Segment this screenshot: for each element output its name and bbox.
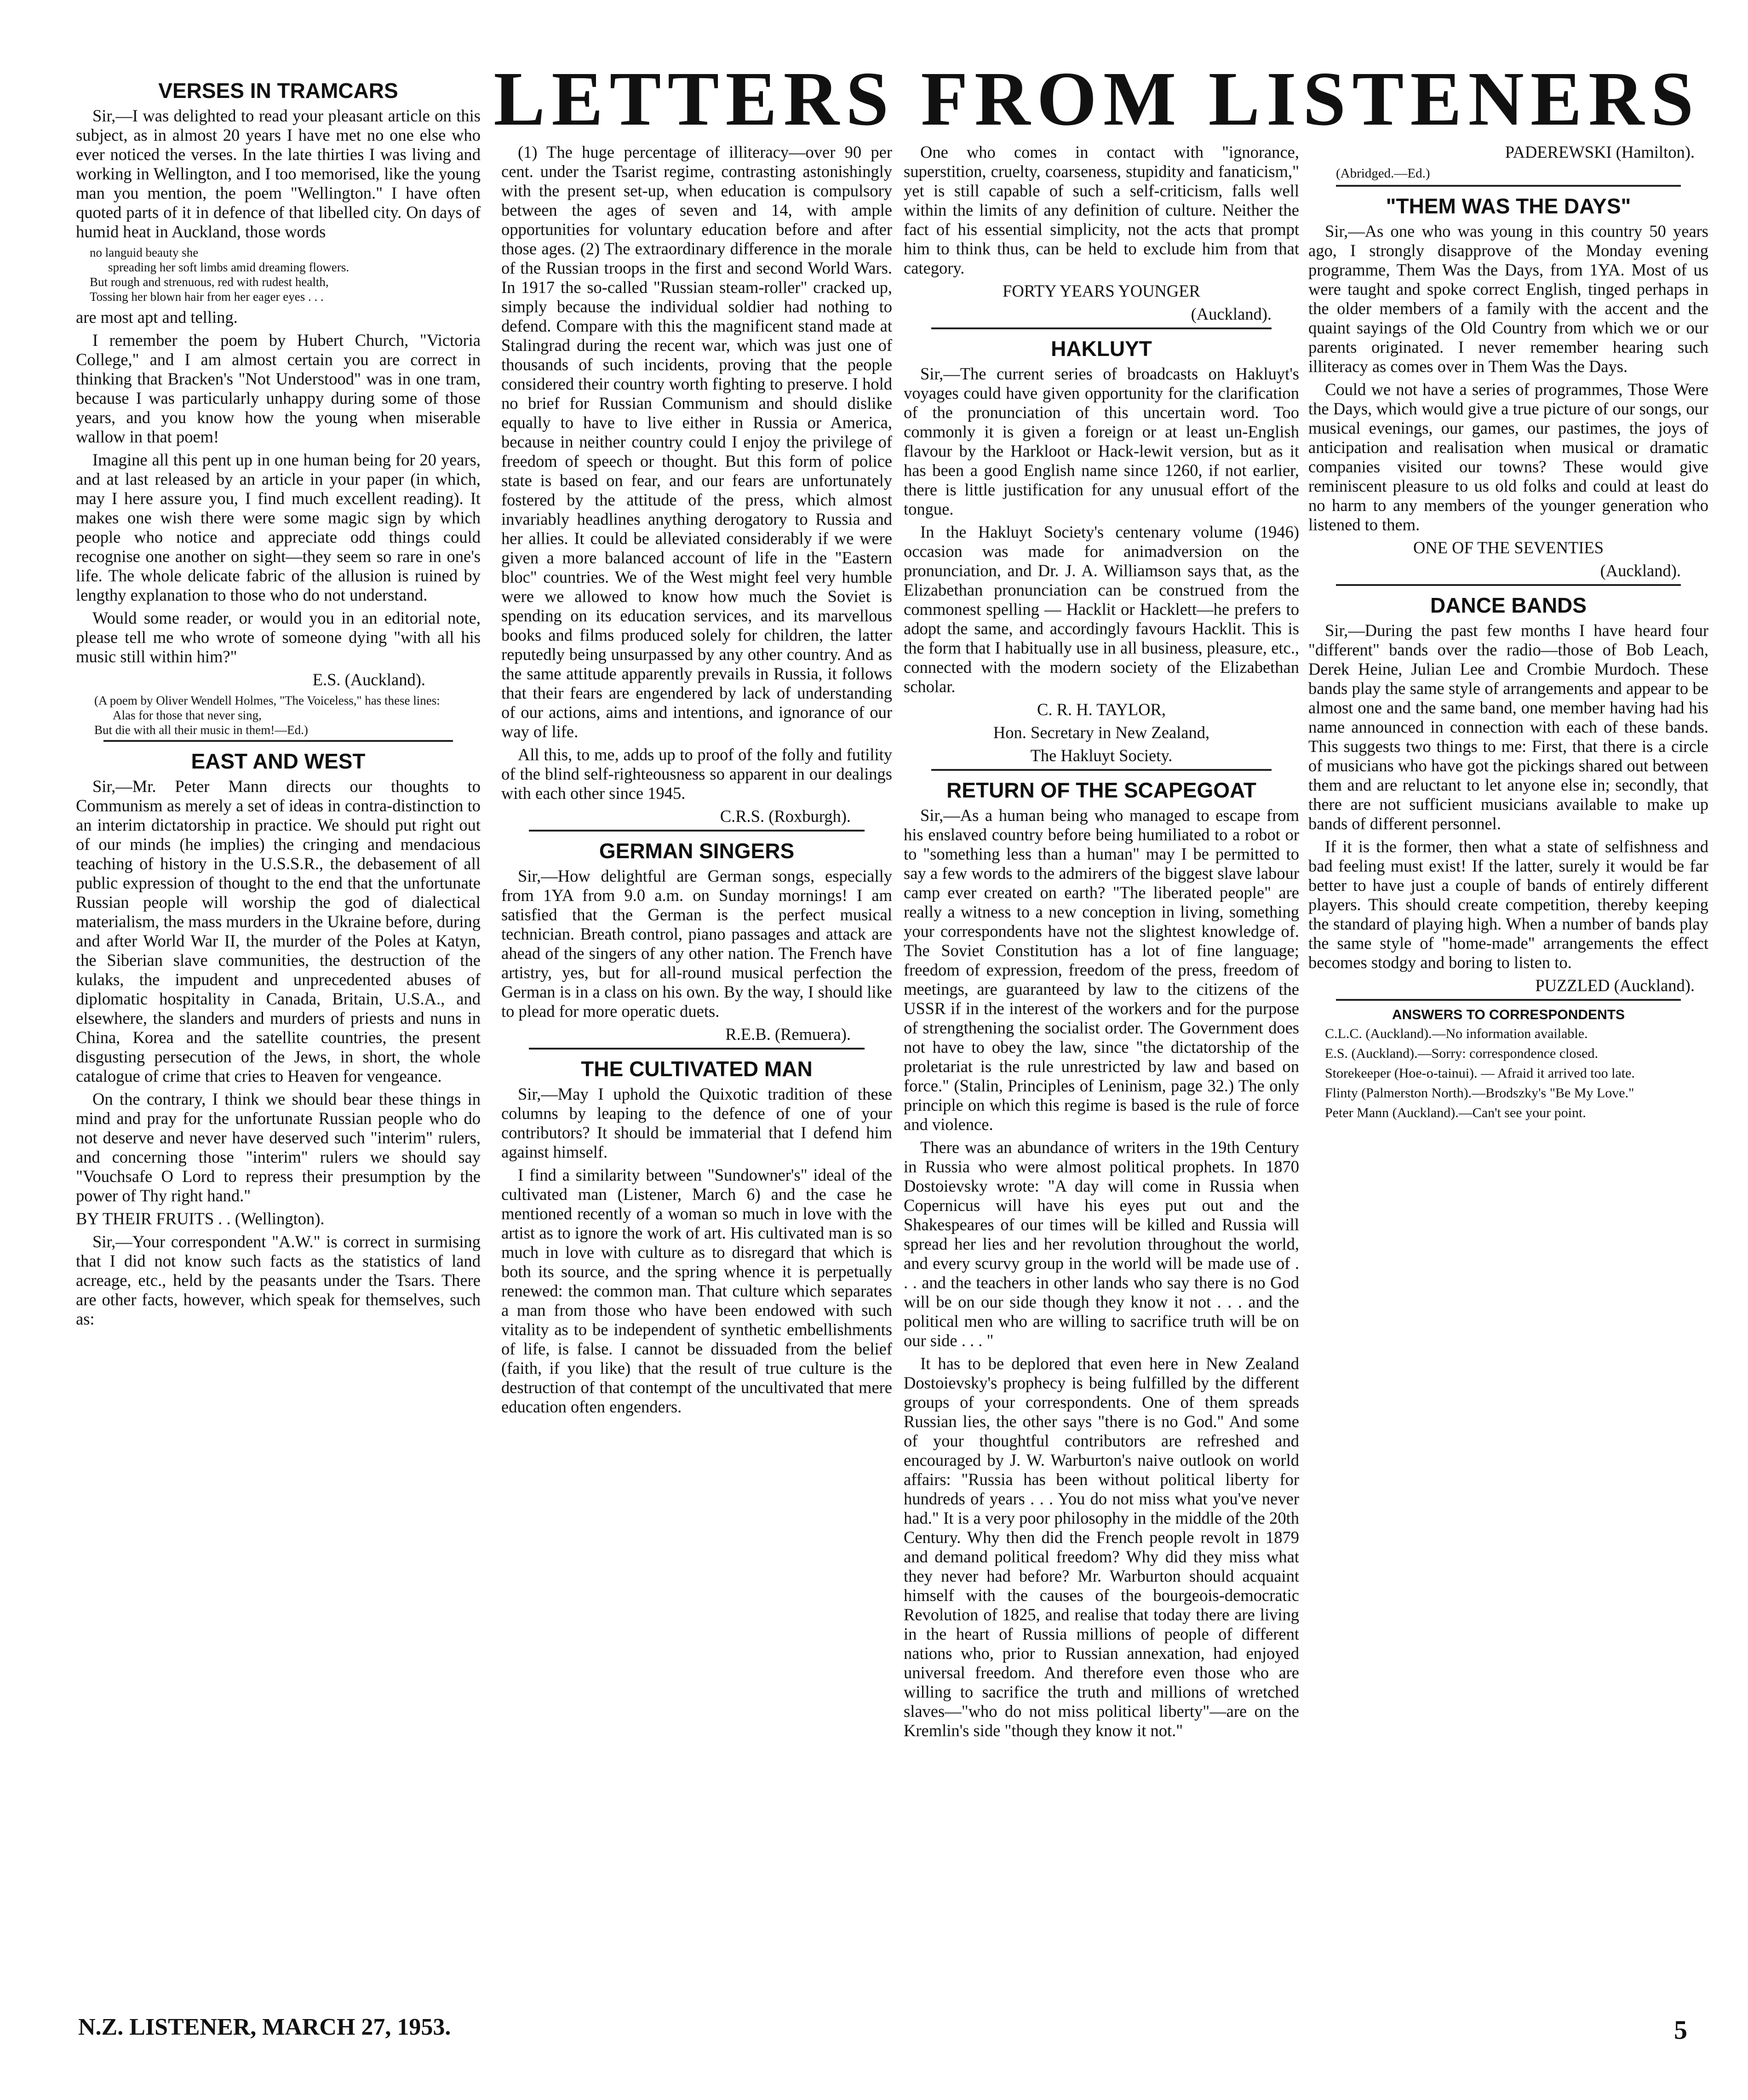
column-2	[501, 143, 892, 2037]
answer-item: C.L.C. (Auckland).—No information available.	[1325, 1026, 1588, 1041]
dance-signature: PUZZLED (Auckland).	[1535, 976, 1695, 995]
divider-rule	[931, 769, 1272, 771]
column-4	[1308, 143, 1708, 2037]
divider-rule	[529, 1048, 865, 1050]
east-west-paragraph-1: Sir,—Mr. Peter Mann directs our thoughts to Communism as merely a set of ideas in contra-distinction to an interim dictatorship in practice. We should put right out of our minds (he implies) the cringing and mendacious teaching of history in the U.S.S.R., the debasement of all public expression of thought to the end that the unfortunate Russian people will worship the god of dialectical materialism, the mass murders in the Ukraine before, during and after World War II, the murder of the Poles at Katyn, the Siberian slave communities, the destruction of the kulaks, the impudent and unprecedented abuses of diplomatic hospitality in Canada, Britain, U.S.A., and elsewhere, the slanders and murders of priests and nuns in China, Korea and the satellite countries, the present disgusting persecution of the Jews, in short, the whole catalogue of crime that cries to Heaven for vengeance.	[76, 777, 481, 1085]
days-paragraph-2: Could we not have a series of programmes, Those Were the Days, which would give a true picture of our songs, our musical evenings, our games, our pastimes, the joys of anticipation and realisation when musical or dramatic companies visited our towns? These would give reminiscent pleasure to us old folks and could at least do no harm to any members of the younger generation who listened to them.	[1308, 380, 1708, 534]
hakluyt-signature-org: The Hakluyt Society.	[1030, 746, 1173, 765]
hakluyt-paragraph-2: In the Hakluyt Society's centenary volume (1946) occasion was made for animadversion on the pronunciation, and Dr. J. A. Williamson says that, as the Elizabethan pronunciation can be construed from the commonest spelling — Hacklit or Hacklett—he prefers to adopt the same, and accordingly favours Hacklit. This is the form that I habitually use in all business, pleasure, etc., connected with the modern society of the Elizabethan scholar.	[904, 522, 1299, 696]
answers-list	[1308, 1026, 1708, 1121]
verses-paragraph-2: are most apt and telling.	[76, 308, 238, 327]
hakluyt-signature-title: Hon. Secretary in New Zealand,	[993, 723, 1210, 742]
scapegoat-paragraph-2: There was an abundance of writers in the 19th Century in Russia who were almost political prophets. In 1870 Dostoievsky wrote: "A day will come in Russia when Copernicus will have his eyes put out and the Shakespeares of our times will be killed and Russia will spread her lies and her revolution throughout the world, and every scurvy group in the world will be made use of . . . and the teachers in other lands who say there is no God will be on our side though they know it not . . . and the political men who are willing to sacrifice truth will be on our side . . . "	[904, 1138, 1299, 1350]
heading-return-of-the-scapegoat: RETURN OF THE SCAPEGOAT	[946, 778, 1256, 802]
days-signature-place: (Auckland).	[1600, 561, 1681, 580]
heading-cultivated-man: THE CULTIVATED MAN	[581, 1057, 813, 1081]
east-west-paragraph-2: On the contrary, I think we should bear these things in mind and pray for the unfortunate Russian people who do not deserve and never have deserved such "interim" rulers, and concerning those "interim" rulers we should say "Vouchsafe O Lord to repress their presumption by the power of Thy right hand."	[76, 1090, 481, 1205]
divider-rule	[1336, 999, 1681, 1001]
cultivated-paragraph-2: I find a similarity between "Sundowner's" ideal of the cultivated man (Listener, March 6) and the case he mentioned recently of a woman so much in love with the artist as to ignore the work of art. His cultivated man is so much in love with culture as to disregard that which is both its source, and the spring whence it is perpetually renewed: the common man. That culture which separates a man from those who have been endowed with such vitality as to be independent of synthetic embellishments of life, is false. I cannot be dissuaded from the belief (faith, if you like) that the result of true culture is the destruction of that contempt of the uncultivated that mere education often engenders.	[501, 1165, 892, 1416]
dance-paragraph-2: If it is the former, then what a state of selfishness and bad feeling must exist! If the latter, surely it would be far better to have just a couple of bands of entirely different players. This should create competition, thereby keeping the standard of playing high. When a number of bands play the same style of "home-made" arrangements the effect becomes stodgy and boring to listen to.	[1308, 837, 1708, 972]
heading-them-was-the-days: "THEM WAS THE DAYS"	[1386, 194, 1631, 218]
hakluyt-signature: C. R. H. TAYLOR,	[1037, 700, 1166, 719]
divider-rule	[1336, 185, 1681, 187]
days-paragraph-1: Sir,—As one who was young in this country 50 years ago, I strongly disapprove of the Monday evening programme, Them Was the Days, from 1YA. Most of us were taught and spoke correct English, tinged perhaps in the older members of a family with the accent and the quaint sayings of the Old Country from which we or our parents originated. I never remember hearing such illiteracy as comes over in Them Was the Days.	[1308, 222, 1708, 376]
poem-line: But rough and strenuous, red with rudest health,	[90, 275, 329, 289]
east-west-paragraph-5: All this, to me, adds up to proof of the folly and futility of the blind self-righteousness so apparent in our dealings with each other since 1945.	[501, 745, 892, 803]
answer-item: Storekeeper (Hoe-o-tainui). — Afraid it arrived too late.	[1325, 1066, 1635, 1081]
scapegoat-paragraph-1: Sir,—As a human being who managed to escape from his enslaved country before being humiliated to a robot or to "something less than a human" may I be permitted to say a few words to the admirers of the biggest slave labour camp ever created on earth? "The liberated people" are really a witness to a new conception in living, something your correspondents have not the slightest knowledge of. The Soviet Constitution has a lot of fine language; freedom of expression, freedom of the press, freedom of meetings, are guaranteed by law to the citizens of the USSR if in the interest of the workers and for the purpose of strengthening the socialist order. The Government does not have to obey the law, since "the dictatorship of the proletariat is the rule unrestricted by law and based on force." (Stalin, Principles of Leninism, page 32.) The only principle on which this regime is based is the rule of force and violence.	[904, 806, 1299, 1134]
poem-line: Tossing her blown hair from her eager eyes . . .	[90, 290, 324, 304]
heading-verses-in-tramcars: VERSES IN TRAMCARS	[158, 79, 398, 103]
east-west-paragraph-3: Sir,—Your correspondent "A.W." is correct in surmising that I did not know such facts as the statistics of land acreage, etc., held by the peasants under the Tsars. There are other facts, however, which speak for themselves, such as:	[76, 1232, 481, 1328]
answer-item: Peter Mann (Auckland).—Can't see your point.	[1325, 1105, 1586, 1120]
dance-paragraph-1: Sir,—During the past few months I have heard four "different" bands over the radio—those of Bob Leach, Derek Heine, Julian Lee and Crombie Murdoch. These bands play the same style of arrangements and appear to be almost one and the same band, one member having had his name announced in connection with each of these bands. This suggests two things to me: First, that there is a circle of musicians who have got the pickings shared out between them and are reluctant to let anyone else in; secondly, that there are not sufficient musicians available to make up bands of different personnel.	[1308, 621, 1708, 833]
verses-paragraph-5: Would some reader, or would you in an editorial note, please tell me who wrote of someone dying "with all his music still within him?"	[76, 608, 481, 666]
east-west-signature-2: C.R.S. (Roxburgh).	[720, 807, 851, 826]
hakluyt-paragraph-1: Sir,—The current series of broadcasts on Hakluyt's voyages could have given opportunity for the clarification of the pronunciation of this uncertain word. Too commonly it is given a foreign or at least un-English flavour by the Harkloot or Hack-lewit version, but as it has been a good English name since 1260, if not earlier, there is little justification for any unusual effort of the tongue.	[904, 364, 1299, 518]
verses-poem	[90, 245, 481, 304]
cultivated-signature: FORTY YEARS YOUNGER	[1003, 281, 1200, 300]
scapegoat-abridged-note: (Abridged.—Ed.)	[1336, 166, 1430, 181]
masthead: LETTERS FROM LISTENERS	[493, 56, 1700, 142]
verses-paragraph-4: Imagine all this pent up in one human being for 20 years, and at last released by an article in your paper (in which, may I here assure you, I find much excellent reading). It makes one wish there were some magic sign by which people who notice and appreciate odd things could recognise one another on sight—they seem so rare in one's life. The whole delicate fabric of the allusion is ruined by lengthy explanation to those who do not understand.	[76, 450, 481, 604]
heading-german-singers: GERMAN SINGERS	[599, 839, 795, 863]
page-number: 5	[1674, 2015, 1687, 2045]
scapegoat-signature: PADEREWSKI (Hamilton).	[1505, 143, 1695, 161]
publication-footer: N.Z. LISTENER, MARCH 27, 1953.	[78, 2014, 451, 2040]
heading-answers-to-correspondents: ANSWERS TO CORRESPONDENTS	[1392, 1007, 1625, 1022]
east-west-signature: BY THEIR FRUITS . . (Wellington).	[76, 1209, 325, 1228]
editor-note-intro: (A poem by Oliver Wendell Holmes, "The Voiceless," has these lines:	[94, 694, 440, 707]
verses-paragraph-1: Sir,—I was delighted to read your pleasant article on this subject, as in almost 20 years I have met no one else who ever noticed the verses. In the late thirties I was living and working in Wellington, and I too memorised, like the young man you mention, the poem "Wellington." I have often quoted parts of it in defence of that libelled city. On days of humid heat in Auckland, those words	[76, 106, 481, 241]
east-west-paragraph-4: (1) The huge percentage of illiteracy—over 90 per cent. under the Tsarist regime, contrasting astonishingly with the present set-up, when education is compulsory between the ages of seven and 14, with ample opportunities for voluntary education before and after those ages. (2) The extraordinary difference in the morale of the Russian troops in the first and second World Wars. In 1917 the so-called "Russian steam-roller" cracked up, simply because the individual soldier had nothing to defend. Compare with this the magnificent stand made at Stalingrad during the recent war, which was just one of thousands of such incidents, proving that the people considered their country worth fighting to preserve. I hold no brief for Russian Communism and should dislike equally to have to live either in Russia or America, because in neither country could I enjoy the privilege of freedom of speech or thought. But this form of police state is based on fear, and our fears are unfortunately fostered by the attitude of the press, which almost invariably headlines anything derogatory to Russia and her allies. It could be alleviated considerably if we were given a more balanced account of life in the "Eastern bloc" countries. We of the West might feel very humble were we allowed to know how much the Soviet is spending on its education services, and its marvellous books and films produced solely for children, the latter reputedly being unsurpassed by any other country. And as the same attitude apparently prevails in Russia, it follows that their fears are engendered by lack of understanding of our actions, aims and intentions, and ignorance of our way of life.	[501, 143, 892, 741]
heading-dance-bands: DANCE BANDS	[1430, 593, 1587, 617]
answer-item: Flinty (Palmerston North).—Brodszky's "Be My Love."	[1325, 1085, 1634, 1101]
column-1	[76, 71, 481, 2008]
divider-rule	[931, 327, 1272, 329]
editor-note-line: But die with all their music in them!—Ed.)	[94, 723, 308, 737]
editor-note	[94, 693, 481, 737]
days-signature: ONE OF THE SEVENTIES	[1413, 538, 1604, 557]
poem-line: spreading her soft limbs amid dreaming flowers.	[108, 260, 350, 274]
cultivated-paragraph-1: Sir,—May I uphold the Quixotic tradition of these columns by leaping to the defence of one of your contributors? It should be immaterial that I defend him against himself.	[501, 1084, 892, 1161]
column-3	[904, 143, 1299, 2037]
divider-rule	[103, 740, 453, 742]
verses-paragraph-3: I remember the poem by Hubert Church, "Victoria College," and I am almost certain you are correct in thinking that Bracken's "Not Understood" was in one tram, because I was particularly unhappy during some of those years, and you know how the young when miserable wallow in that poem!	[76, 331, 481, 446]
german-paragraph-1: Sir,—How delightful are German songs, especially from 1YA from 9.0 a.m. on Sunday mornings! I am satisfied that the German is the perfect musical technician. Breath control, piano passages and attack are ahead of the singers of any other nation. The French have artistry, yes, but for all-round musical perfection the German is in a class on his own. By the way, I should like to plead for more operatic duets.	[501, 866, 892, 1021]
cultivated-signature-place: (Auckland).	[1191, 304, 1272, 323]
cultivated-paragraph-3: One who comes in contact with "ignorance, superstition, cruelty, coarseness, stupidity and fanaticism," yet is still capable of such a self-criticism, falls well within the limits of any definition of culture. Neither the fact of his essential simplicity, not the acts that prompt him to think thus, can be held to exclude him from that category.	[904, 143, 1299, 277]
poem-line: no languid beauty she	[90, 246, 199, 259]
scapegoat-paragraph-3: It has to be deplored that even here in New Zealand Dostoievsky's prophecy is being fulfilled by the different groups of your correspondents. One of them spreads Russian lies, the other says "there is no God." And some of your thoughtful contributors are refreshed and encouraged by J. W. Warburton's naive outlook on world affairs: "Russia has been without political liberty for hundreds of years . . . You do not miss what you've never had." It is a very poor philosophy in the middle of the 20th Century. Why then did the French people revolt in 1879 and demand political freedom? Why did they miss what they never had before? Mr. Warburton should acquaint himself with the causes of the bourgeois-democratic Revolution of 1825, and realise that today there are living in the heart of Russia millions of people of different nations who, prior to Russian annexation, had enjoyed universal freedom. And therefore even those who are willing to sacrifice the truth and millions of wretched slaves—"who do not miss political liberty"—are on the Kremlin's side "though they know it not."	[904, 1354, 1299, 1740]
german-signature: R.E.B. (Remuera).	[725, 1025, 851, 1044]
heading-east-and-west: EAST AND WEST	[191, 749, 366, 773]
answer-item: E.S. (Auckland).—Sorry: correspondence closed.	[1325, 1046, 1598, 1061]
divider-rule	[1336, 584, 1681, 586]
heading-hakluyt: HAKLUYT	[1051, 337, 1152, 361]
editor-note-line: Alas for those that never sing,	[113, 708, 262, 722]
verses-signature: E.S. (Auckland).	[312, 670, 425, 689]
divider-rule	[529, 830, 865, 832]
